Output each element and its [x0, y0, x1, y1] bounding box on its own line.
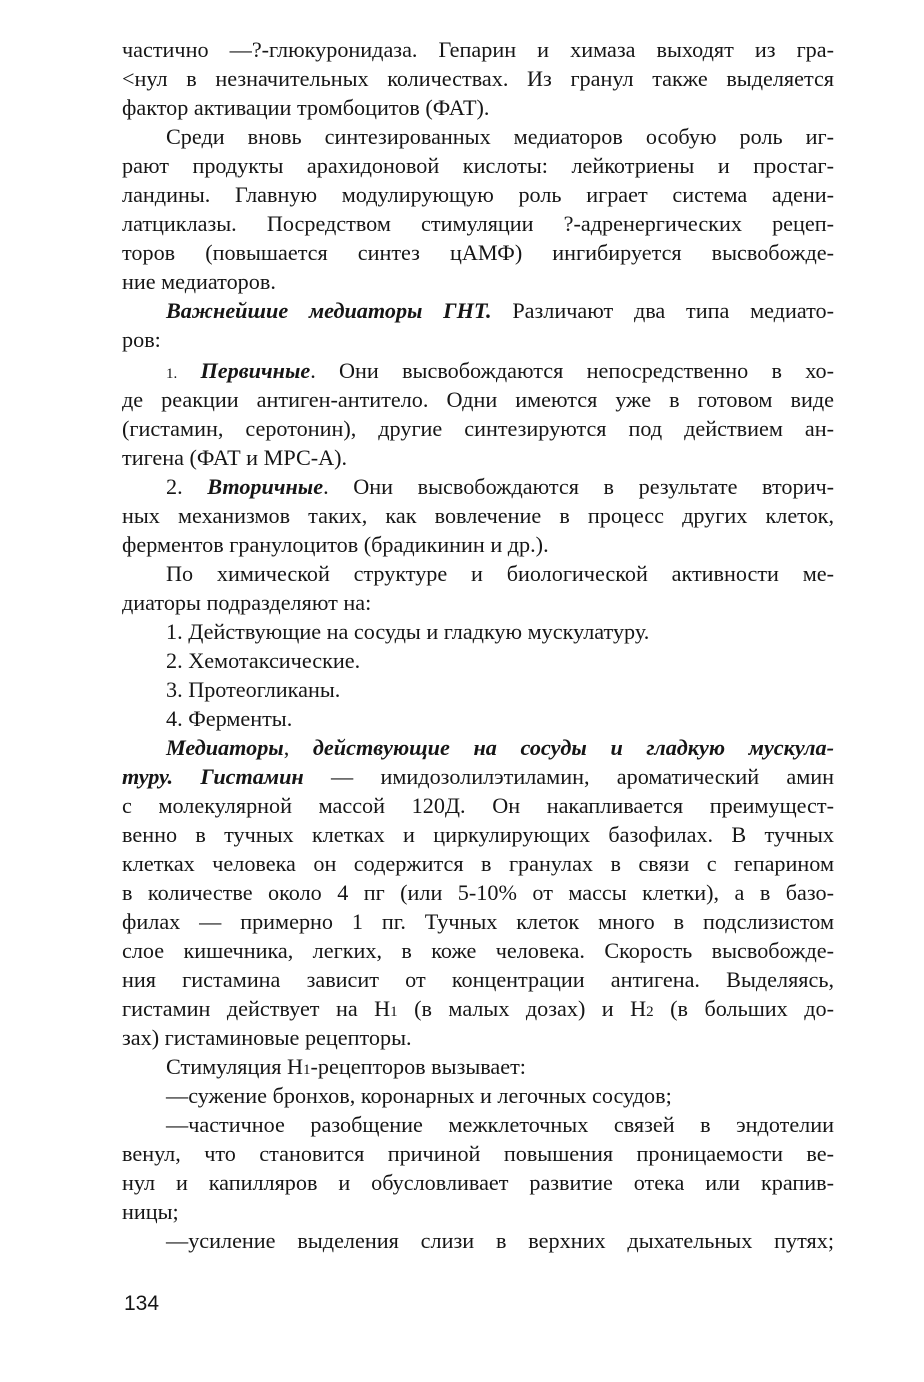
- paragraph-line: (гистамин, серотонин), другие синтезируются под действием ан-: [122, 416, 834, 441]
- page-number: 134: [124, 1292, 160, 1315]
- paragraph-line: в количестве около 4 пг (или 5-10% от массы клетки), а в базо-: [122, 880, 834, 905]
- dash-item: —сужение бронхов, коронарных и легочных сосудов;: [166, 1083, 672, 1108]
- paragraph-text: Стимуляция Н: [166, 1054, 304, 1079]
- paragraph-line: венно в тучных клетках и циркулирующих базофилах. В тучных: [122, 822, 834, 847]
- paragraph-line: ров:: [122, 327, 161, 352]
- dash-item: —усиление выделения слизи в верхних дыхательных путях;: [166, 1228, 834, 1253]
- list-item: 3. Протеогликаны.: [166, 677, 341, 702]
- paragraph-line: фактор активации тромбоцитов (ФАТ).: [122, 95, 490, 120]
- paragraph-text: (в малых дозах) и Н: [397, 996, 647, 1021]
- paragraph-line: <нул в незначительных количествах. Из гранул также выделяется: [122, 66, 834, 91]
- paragraph-line: торов (повышается синтез цАМФ) ингибируется высвобожде-: [122, 240, 834, 265]
- item-term: Вторичные: [207, 474, 324, 499]
- paragraph-line: венул, что становится причиной повышения проницаемости ве-: [122, 1141, 834, 1166]
- section-heading: действующие на сосуды и гладкую мускула-: [312, 735, 835, 760]
- paragraph-line: слое кишечника, легких, в коже человека. Скорость высвобожде-: [122, 938, 834, 963]
- list-item: 4. Ферменты.: [166, 706, 293, 731]
- paragraph-line: ландины. Главную модулирующую роль играет система адени-: [122, 182, 834, 207]
- paragraph-line: нул и капилляров и обусловливает развитие отека или крапив-: [122, 1170, 834, 1195]
- heading-comma: ,: [283, 735, 313, 760]
- item-number: 1.: [166, 366, 178, 382]
- paragraph-text: — имидозолилэтиламин, ароматический амин: [303, 764, 834, 789]
- paragraph-line: ния гистамина зависит от концентрации антигена. Выделяясь,: [122, 967, 834, 992]
- item-number: 2.: [166, 474, 208, 499]
- paragraph-line: частично —?-глюкуронидаза. Гепарин и химаза выходят из гра-: [122, 37, 834, 62]
- paragraph-text: (в больших до-: [653, 996, 834, 1021]
- paragraph-line: де реакции антиген-антитело. Одни имеются уже в готовом виде: [122, 387, 834, 412]
- section-heading-line: [166, 733, 834, 762]
- paragraph-line: Среди вновь синтезированных медиаторов особую роль иг-: [166, 124, 834, 149]
- section-heading: Важнейшие медиаторы ГНТ.: [166, 298, 492, 323]
- paragraph-line: диаторы подразделяют на:: [122, 590, 372, 615]
- paragraph-line: зах) гистаминовые рецепторы.: [122, 1025, 412, 1050]
- paragraph-line: ние медиаторов.: [122, 269, 276, 294]
- paragraph-line: рают продукты арахидоновой кислоты: лейкотриены и простаг-: [122, 153, 834, 178]
- paragraph-text: -рецепторов вызывает:: [310, 1054, 526, 1079]
- paragraph-line: тигена (ФАТ и МРС-А).: [122, 445, 348, 470]
- paragraph-text: гистамин действует на Н: [122, 996, 391, 1021]
- item-term: Первичные: [200, 358, 311, 383]
- subscript: 1: [390, 1004, 398, 1020]
- paragraph-line: ных механизмов таких, как вовлечение в процесс других клеток,: [122, 503, 834, 528]
- list-item: 1. Действующие на сосуды и гладкую мускулатуру.: [166, 619, 650, 644]
- list-item: 2. Хемотаксические.: [166, 648, 361, 673]
- paragraph-line: с молекулярной массой 120Д. Он накапливается преимущест-: [122, 793, 834, 818]
- numbered-item-line: [166, 472, 834, 501]
- subscript: 1: [303, 1062, 311, 1078]
- paragraph-line: По химической структуре и биологической активности ме-: [166, 561, 834, 586]
- paragraph-text: . Они высвобождаются непосредственно в хо-: [310, 358, 834, 383]
- section-heading-line: [166, 296, 834, 325]
- dash-item: —частичное разобщение межклеточных связей в эндотелии: [166, 1112, 834, 1137]
- paragraph-line: латциклазы. Посредством стимуляции ?-адренергических рецеп-: [122, 211, 834, 236]
- paragraph-line: филах — примерно 1 пг. Тучных клеток много в подслизистом: [122, 909, 834, 934]
- paragraph-line: [122, 762, 834, 791]
- subscript: 2: [646, 1004, 654, 1020]
- paragraph-text: . Они высвобождаются в результате вторич-: [323, 474, 834, 499]
- section-heading: Медиаторы: [166, 735, 284, 760]
- paragraph-line: ферментов гранулоцитов (брадикинин и др.).: [122, 532, 549, 557]
- paragraph-text: Различают два типа медиато-: [491, 298, 834, 323]
- paragraph-line: ницы;: [122, 1199, 179, 1224]
- paragraph-line: клетках человека он содержится в гранулах в связи с гепарином: [122, 851, 834, 876]
- section-heading: туру. Гистамин: [122, 764, 304, 789]
